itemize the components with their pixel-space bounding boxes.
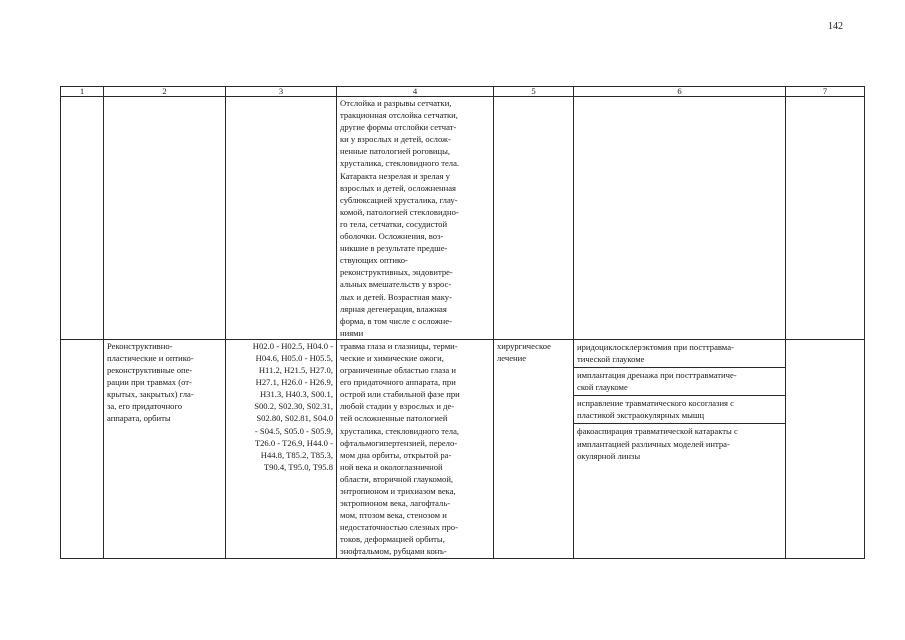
- methods-cell: [574, 339, 786, 558]
- text-line: эктропионом века, лагофталь-: [340, 498, 451, 509]
- text-line: лечение: [497, 352, 527, 363]
- method-item: [574, 368, 785, 396]
- cell-empty: [786, 97, 865, 340]
- cell-empty: [104, 97, 226, 340]
- text-line: взрослых и детей, осложненная: [340, 182, 456, 193]
- text-line: окулярной линзы: [577, 450, 641, 461]
- diagnosis-cell: [337, 339, 494, 558]
- method-item: [574, 396, 785, 424]
- text-line: иридоциклосклерэктомия при посттравма-: [577, 341, 734, 352]
- text-line: рации при травмах (от-: [107, 377, 192, 388]
- text-line: ограниченные областью глаза и: [340, 365, 456, 376]
- text-line: реконструктивных, эндовитре-: [340, 267, 453, 278]
- text-line: T90.4, T95.0, T95.8: [263, 461, 333, 472]
- cell-empty: [226, 97, 337, 340]
- text-line: хрусталика, стекловидного тела.: [340, 158, 460, 169]
- text-line: хирургическое: [497, 340, 551, 351]
- column-number: 1: [61, 87, 104, 97]
- column-number: 2: [104, 87, 226, 97]
- text-line: Реконструктивно-: [107, 340, 173, 351]
- text-line: мом, птозом века, стенозом и: [340, 510, 447, 521]
- text-line: ненные патологией роговицы,: [340, 146, 451, 157]
- text-line: реконструктивные опе-: [107, 365, 193, 376]
- text-line: острой или стабильной фазе при: [340, 389, 460, 400]
- procedure-group-cell: [104, 339, 226, 558]
- text-line: тракционная отслойка сетчатки,: [340, 110, 458, 121]
- text-line: за, его придаточного: [107, 401, 183, 412]
- text-line: факоаспирация травматической катаракты с: [577, 426, 738, 437]
- text-line: энтропионом и трихиазом века,: [340, 486, 456, 496]
- text-line: S02.80, S02.81, S04.0: [256, 413, 333, 424]
- column-number: 3: [226, 87, 337, 97]
- text-line: аппарата, орбиты: [107, 413, 171, 424]
- text-line: S00.2, S02.30, S02.31,: [254, 401, 333, 412]
- text-line: - S04.5, S05.0 - S05.9,: [254, 425, 333, 436]
- text-line: H31.3, H40.3, S00.1,: [259, 389, 333, 400]
- text-line: H04.6, H05.0 - H05.5,: [255, 352, 333, 363]
- text-line: другие формы отслойки сетчат-: [340, 122, 457, 133]
- text-line: форма, в том числе с осложне-: [340, 315, 452, 326]
- cell-empty: [494, 97, 574, 340]
- text-line: H11.2, H21.5, H27.0,: [258, 365, 333, 376]
- text-line: ной века и окологлазничной: [340, 461, 443, 472]
- text-line: комой, патологией стекловидно-: [340, 206, 459, 217]
- text-line: офтальмогипертензией, перело-: [340, 437, 458, 448]
- text-line: тей осложненные патологией: [340, 413, 448, 424]
- text-line: Отслойка и разрывы сетчатки,: [340, 98, 452, 108]
- text-line: тической глаукоме: [577, 353, 645, 364]
- text-line: оболочки. Осложнения, воз-: [340, 231, 444, 242]
- diagnosis-continuation-cell: [337, 97, 494, 340]
- text-line: токов, деформацией орбиты,: [340, 534, 445, 545]
- text-line: пластикой экстраокулярных мышц: [577, 410, 705, 421]
- procedures-table: [60, 86, 865, 559]
- text-line: имплантация дренажа при посттравматиче-: [577, 370, 737, 381]
- method-item: [574, 424, 785, 463]
- column-number: 6: [574, 87, 786, 97]
- text-line: сублюксацией хрусталика, глау-: [340, 194, 458, 205]
- page-number: 142: [828, 21, 843, 32]
- treatment-type-cell: [494, 339, 574, 558]
- text-line: области, вторичной глаукомой,: [340, 473, 454, 484]
- text-line: альных вмешательств у взрос-: [340, 279, 452, 290]
- text-line: H02.0 - H02.5, H04.0 -: [252, 340, 333, 351]
- text-line: его придаточного аппарата, при: [340, 377, 456, 388]
- text-line: крытых, закрытых) гла-: [107, 389, 194, 400]
- column-number-row: [61, 87, 865, 97]
- text-line: исправление травматического косоглазия с: [577, 398, 734, 409]
- cell-empty: [574, 97, 786, 340]
- text-line: имплантацией различных моделей интра-: [577, 438, 730, 449]
- text-line: энофтальмом, рубцами конъ-: [340, 546, 447, 557]
- column-number: 4: [337, 87, 494, 97]
- text-line: никшие в результате предше-: [340, 243, 448, 254]
- text-line: мом дна орбиты, открытой ра-: [340, 449, 452, 460]
- text-line: хрусталика, стекловидного тела,: [340, 425, 460, 436]
- method-item: [574, 340, 785, 368]
- text-line: го тела, сетчатки, сосудистой: [340, 218, 448, 229]
- text-line: пластические и оптико-: [107, 352, 194, 363]
- icd-codes-cell: [226, 339, 337, 558]
- text-line: H44.8, T85.2, T85.3,: [260, 449, 333, 460]
- text-line: ской глаукоме: [577, 382, 628, 393]
- text-line: травма глаза и глазницы, терми-: [340, 340, 458, 351]
- text-line: лых и детей. Возрастная маку-: [340, 291, 452, 302]
- text-line: Катаракта незрелая и зрелая у: [340, 170, 450, 181]
- cell-empty: [786, 339, 865, 558]
- text-line: ствующих оптико-: [340, 255, 408, 266]
- text-line: любой стадии у взрослых и де-: [340, 401, 455, 412]
- cell-empty: [61, 339, 104, 558]
- column-number: 7: [786, 87, 865, 97]
- table-row-trauma-surgery: [61, 339, 865, 558]
- text-line: лярная дегенерация, влажная: [340, 303, 447, 314]
- table-row-continuation: [61, 97, 865, 340]
- cell-empty: [61, 97, 104, 340]
- column-number: 5: [494, 87, 574, 97]
- text-line: ки у взрослых и детей, ослож-: [340, 134, 451, 145]
- text-line: H27.1, H26.0 - H26.9,: [255, 377, 333, 388]
- text-line: недостаточностью слезных про-: [340, 522, 458, 533]
- text-line: T26.0 - T26.9, H44.0 -: [254, 437, 333, 448]
- text-line: ниями: [340, 327, 364, 338]
- text-line: ческие и химические ожоги,: [340, 352, 444, 363]
